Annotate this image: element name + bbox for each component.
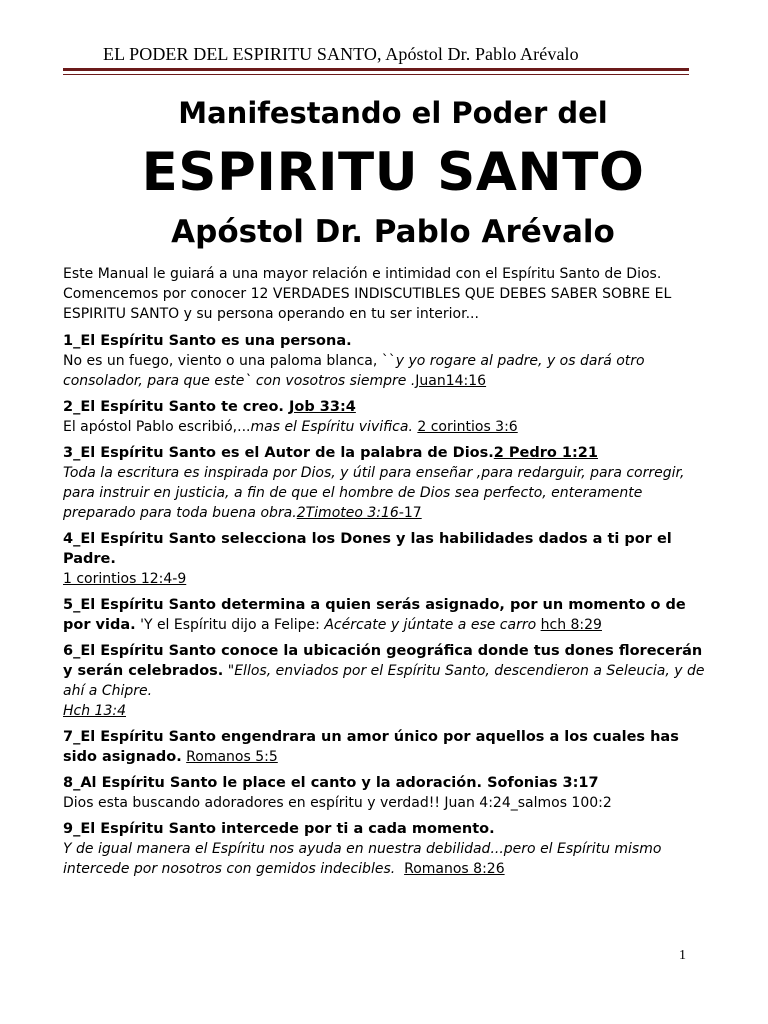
truth-body xyxy=(63,569,713,589)
scripture-quote: Acércate y júntate a ese carro xyxy=(324,617,537,633)
page-number: 1 xyxy=(679,948,686,963)
scripture-reference-tail: -17 xyxy=(398,505,422,521)
scripture-quote: Toda la escritura es inspirada por Dios, y útil para enseñar ,para redarguir, para corregir, para instruir en justicia, a fin de que el hombre de Dios sea perfecto, enteramente preparado para toda buena obra. xyxy=(63,465,685,521)
author-title: Apóstol Dr. Pablo Arévalo xyxy=(171,214,615,250)
scripture-reference: 1 corintios 12:4-9 xyxy=(63,571,187,587)
scripture-quote: Y de igual manera el Espíritu nos ayuda en nuestra debilidad...pero el Espíritu mismo intercede por nosotros con gemidos indecibles. xyxy=(63,841,662,877)
scripture-reference: 2Timoteo 3:16 xyxy=(296,505,399,521)
truth-body: Dios esta buscando adoradores en espíritu y verdad!! Juan 4:24_salmos 100:2 xyxy=(63,795,612,811)
scripture-quote: "Ellos, enviados por el Espíritu Santo, descendieron a Seleucia, y de ahí a Chipre. xyxy=(63,663,705,699)
truth-item-1 xyxy=(63,331,713,391)
truth-body xyxy=(63,351,713,391)
intro-line: Este Manual le guiará a una mayor relación e intimidad con el Espíritu Santo de Dios. xyxy=(63,266,662,282)
truth-heading-text: 2_El Espíritu Santo te creo. xyxy=(63,399,284,415)
truth-body xyxy=(63,463,713,523)
truth-item-4 xyxy=(63,529,713,589)
scripture-quote: y yo rogare al padre, y os dará otro consolador, para que este` con vosotros siempre . xyxy=(63,353,645,389)
truth-body xyxy=(63,641,713,701)
scripture-reference: 2 Pedro 1:21 xyxy=(493,445,598,461)
truth-item-6 xyxy=(63,641,713,721)
intro-line: ESPIRITU SANTO y su persona operando en tu ser interior... xyxy=(63,306,479,322)
truth-body xyxy=(63,727,713,767)
truth-text: El apóstol Pablo escribió,... xyxy=(63,419,251,435)
scripture-reference: Hch 13:4 xyxy=(63,703,126,719)
scripture-reference: Romanos 8:26 xyxy=(404,861,505,877)
truth-heading: 9_El Espíritu Santo intercede por ti a cada momento. xyxy=(63,821,495,837)
scripture-reference: Romanos 5:5 xyxy=(186,749,278,765)
truth-body xyxy=(63,701,713,721)
truth-heading: 6_El Espíritu Santo conoce la ubicación geográfica donde tus dones florecerán y serán celebrados. xyxy=(63,643,703,679)
truth-heading: 4_El Espíritu Santo selecciona los Dones y las habilidades dados a ti por el Padre. xyxy=(63,531,672,567)
scripture-reference: 2 corintios 3:6 xyxy=(417,419,518,435)
truth-heading xyxy=(63,397,713,417)
running-header: EL PODER DEL ESPIRITU SANTO, Apóstol Dr. Pablo Arévalo xyxy=(103,44,579,64)
truth-body xyxy=(63,595,713,635)
truth-heading xyxy=(63,443,713,463)
title-line-1: Manifestando el Poder del xyxy=(178,96,608,130)
main-title: ESPIRITU SANTO xyxy=(141,142,645,203)
scripture-reference: Job 33:4 xyxy=(289,399,356,415)
truth-item-5 xyxy=(63,595,713,635)
truth-item-2 xyxy=(63,397,713,437)
scripture-reference: hch 8:29 xyxy=(540,617,602,633)
scripture-quote: mas el Espíritu vivifica. xyxy=(250,419,413,435)
truth-item-3 xyxy=(63,443,713,523)
truth-heading: 5_El Espíritu Santo determina a quien serás asignado, por un momento o de por vida. xyxy=(63,597,686,633)
intro-paragraph xyxy=(63,264,713,324)
header-rule-thin xyxy=(63,74,689,75)
intro-line: Comencemos por conocer 12 VERDADES INDISCUTIBLES QUE DEBES SABER SOBRE EL xyxy=(63,286,672,302)
truth-body xyxy=(63,839,713,879)
truth-text: 'Y el Espíritu dijo a Felipe: xyxy=(140,617,320,633)
header-rule-thick xyxy=(63,68,689,71)
scripture-reference: Juan14:16 xyxy=(415,373,487,389)
truth-heading: 7_El Espíritu Santo engendrara un amor único por aquellos a los cuales has sido asignado. xyxy=(63,729,679,765)
truth-heading: 8_Al Espíritu Santo le place el canto y la adoración. Sofonias 3:17 xyxy=(63,775,599,791)
truth-item-7 xyxy=(63,727,713,767)
truth-text: No es un fuego, viento o una paloma blanca, `` xyxy=(63,353,396,369)
truth-heading: 1_El Espíritu Santo es una persona. xyxy=(63,333,352,349)
truth-heading-text: 3_El Espíritu Santo es el Autor de la palabra de Dios. xyxy=(63,445,494,461)
truth-item-8 xyxy=(63,773,713,813)
truth-body xyxy=(63,417,713,437)
document-body xyxy=(63,264,713,885)
truth-item-9 xyxy=(63,819,713,879)
